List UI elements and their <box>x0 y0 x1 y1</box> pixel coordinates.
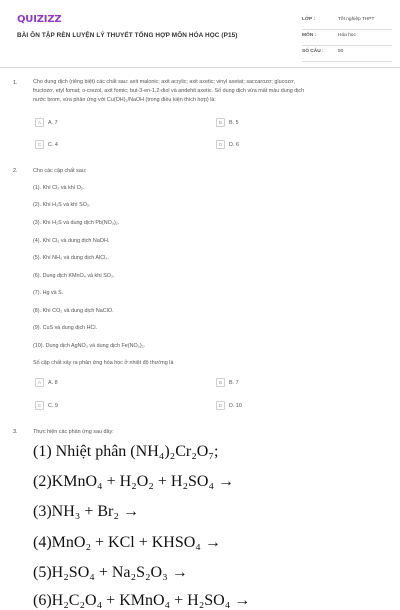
option-d[interactable] <box>216 140 239 149</box>
meta-value: 50 <box>338 49 344 54</box>
list-item: (4). Khí Cl₂ và dung dịch NaOH. <box>33 238 110 244</box>
list-item: (10). Dung dịch AgNO₃ và dung dịch Fe(NO₃)₂. <box>33 343 146 349</box>
question-number: 2. <box>13 168 18 174</box>
reaction-line: (4)MnO₂ + KCl + KHSO₄ → <box>33 534 221 551</box>
option-letter-box: B <box>216 118 225 127</box>
question-text-line: fructozơ, etyl fomat; o-crezol, axit fomic; but-3-en-1,2-diol và andehit axetic. Số dung dịch vừa mất màu dung dịch <box>33 87 305 94</box>
worksheet-title: BÀI ÔN TẬP RÈN LUYỆN LÝ THUYẾT TỔNG HỢP MÔN HÓA HỌC (P15) <box>17 32 238 39</box>
list-item: (3). Khí H₂S và dung dịch Pb(NO₃)₂. <box>33 220 120 226</box>
worksheet-meta <box>302 14 392 62</box>
option-label: B. 5 <box>229 119 239 126</box>
option-label: C. 9 <box>48 402 58 409</box>
question-number: 3. <box>13 429 18 435</box>
option-b[interactable] <box>216 378 239 387</box>
option-b[interactable] <box>216 118 239 127</box>
option-letter-box: A <box>35 118 44 127</box>
list-item: (5). Khí NH₃ và dung dịch AlCl₃. <box>33 255 109 261</box>
meta-row-class <box>302 14 392 30</box>
list-item: (7). Hg và S. <box>33 290 64 296</box>
option-letter-box: D <box>216 140 225 149</box>
meta-row-subject <box>302 30 392 46</box>
reaction-line: (1) Nhiệt phân (NH₄)₂Cr₂O₇; <box>33 443 219 460</box>
option-label: A. 7 <box>48 119 58 126</box>
list-item: (8). Khí CO₂ và dung dịch NaClO. <box>33 308 114 314</box>
option-letter-box: B <box>216 378 225 387</box>
meta-value: Hóa học <box>338 33 356 38</box>
question-text-line: nước brom, vừa phản ứng với Cu(OH)₂/NaOH (trong điều kiện thích hợp) là: <box>33 96 216 103</box>
option-label: D. 10 <box>229 402 242 409</box>
list-item: (6). Dung dịch KMnO₄ và khí SO₂. <box>33 273 115 279</box>
option-letter-box: D <box>216 401 225 410</box>
question-text: Thực hiện các phản ứng sau đây: <box>33 429 114 435</box>
quizizz-logo: QUIZIZZ <box>17 14 62 25</box>
meta-label: MÔN : <box>302 33 317 38</box>
option-c[interactable] <box>35 401 58 410</box>
option-c[interactable] <box>35 140 58 149</box>
header-divider <box>0 67 400 68</box>
page-header <box>0 0 400 66</box>
option-d[interactable] <box>216 401 242 410</box>
option-letter-box: C <box>35 401 44 410</box>
meta-label: LỚP : <box>302 17 316 22</box>
option-a[interactable] <box>35 378 58 387</box>
option-letter-box: C <box>35 140 44 149</box>
option-label: C. 4 <box>48 141 58 148</box>
list-item: (9). CuS và dung dịch HCl. <box>33 325 98 331</box>
list-item: (1). Khí Cl₂ và khí O₂. <box>33 185 85 191</box>
reaction-line: (3)NH₃ + Br₂ → <box>33 503 139 520</box>
reaction-line: (6)H₂C₂O₄ + KMnO₄ + H₂SO₄ → <box>33 592 251 609</box>
option-label: B. 7 <box>229 379 239 386</box>
question-text <box>33 78 387 104</box>
option-label: D. 6 <box>229 141 239 148</box>
question-number: 1. <box>13 80 18 86</box>
meta-value: Tốt nghiệp THPT <box>338 17 375 22</box>
meta-label: SỐ CÂU : <box>302 49 324 54</box>
reaction-line: (2)KMnO₄ + H₂O₂ + H₂SO₄ → <box>33 473 235 490</box>
option-label: A. 8 <box>48 379 58 386</box>
meta-row-count <box>302 46 392 62</box>
option-letter-box: A <box>35 378 44 387</box>
option-a[interactable] <box>35 118 58 127</box>
question-prompt: Số cặp chất xảy ra phản ứng hóa học ở nhiệt độ thường là <box>33 360 174 366</box>
list-item: (2). Khí H₂S và khí SO₂. <box>33 202 91 208</box>
question-text-line: Cho dung dịch (riêng biệt) các chất sau: axit malonic; axit acrylic; axit axetic; vinyl axetat; saccarozơ; glucozơ, <box>33 79 296 85</box>
reaction-line: (5)H₂SO₄ + Na₂S₂O₃ → <box>33 564 188 581</box>
question-text: Cho các cặp chất sau: <box>33 168 87 174</box>
